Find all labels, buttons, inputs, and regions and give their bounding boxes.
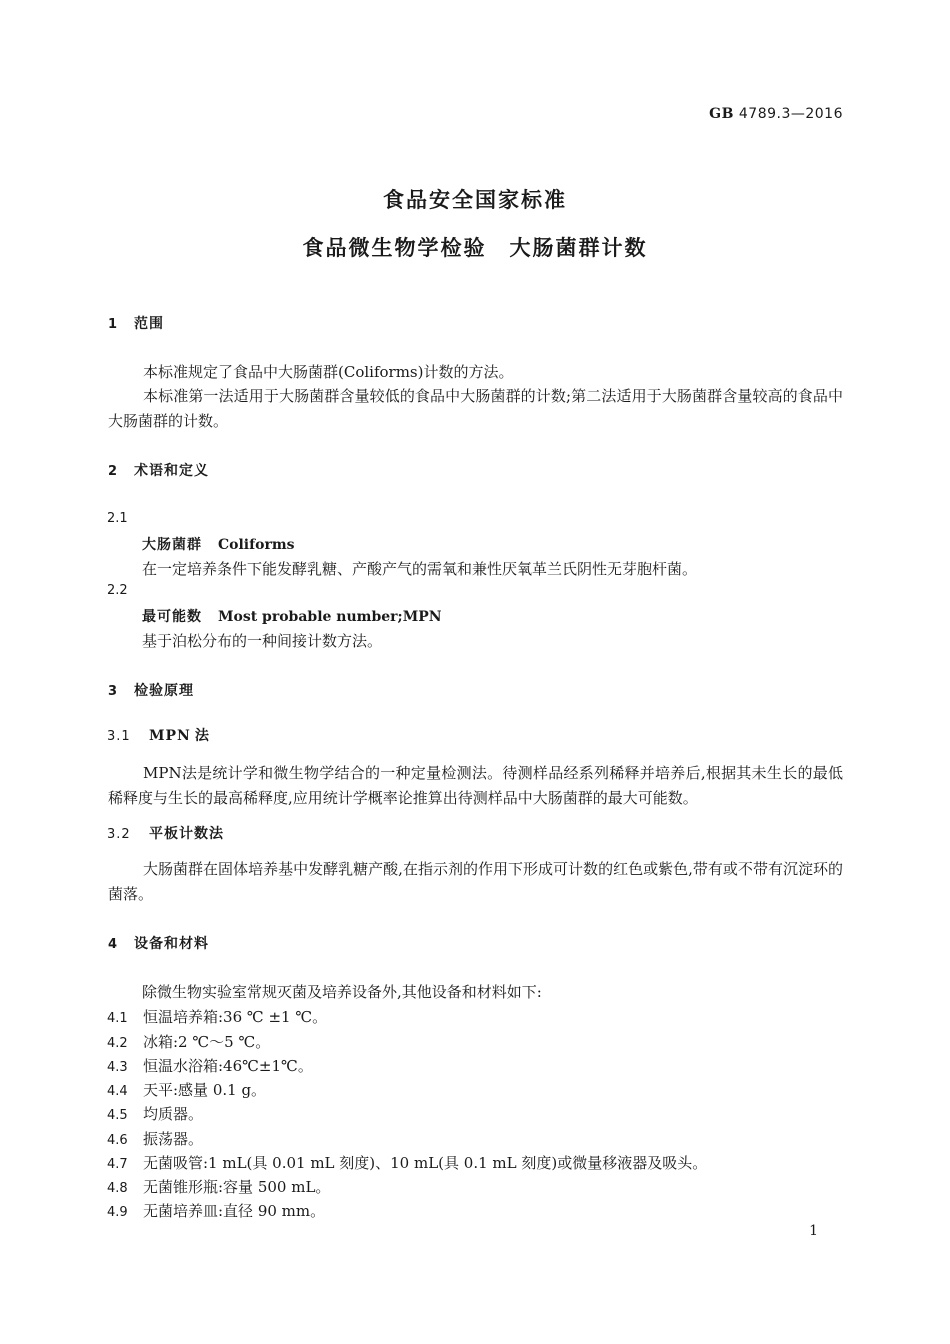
item-number: 4.4 (107, 1084, 128, 1099)
list-item (107, 1031, 270, 1052)
subsection-number: 3.1 (107, 729, 131, 744)
item-number: 4.1 (107, 1011, 128, 1026)
paragraph: 本标准规定了食品中大肠菌群(Coliforms)计数的方法。 (143, 363, 514, 381)
item-text: 冰箱:2 ℃～5 ℃。 (143, 1033, 271, 1051)
term-chinese: 大肠菌群 (142, 537, 202, 553)
list-item (107, 1152, 707, 1173)
item-text: 均质器。 (143, 1105, 204, 1123)
section-3-heading (108, 680, 194, 700)
section-title: 术语和定义 (134, 463, 209, 479)
definition-term (142, 606, 442, 626)
page-number: 1 (809, 1223, 818, 1239)
item-text: 恒温培养箱:36 ℃ ±1 ℃。 (143, 1008, 328, 1026)
definition-text: 基于泊松分布的一种间接计数方法。 (142, 632, 383, 650)
subsection-title-en: MPN (149, 728, 191, 744)
subsection-title: 平板计数法 (149, 826, 224, 842)
definition-number: 2.1 (107, 511, 128, 526)
list-item (107, 1200, 325, 1221)
document-title: 食品安全国家标准 (383, 188, 567, 212)
section-2-heading (108, 460, 209, 480)
section-title: 设备和材料 (134, 936, 209, 952)
subsection-3-1-heading (107, 725, 210, 745)
definition-text: 在一定培养条件下能发酵乳糖、产酸产气的需氧和兼性厌氧革兰氏阴性无芽胞杆菌。 (142, 560, 698, 578)
definition-number: 2.2 (107, 583, 128, 598)
item-number: 4.9 (107, 1205, 128, 1220)
section-4-heading (108, 933, 209, 953)
document-subtitle: 食品微生物学检验 大肠菌群计数 (302, 236, 648, 260)
paragraph: 本标准第一法适用于大肠菌群含量较低的食品中大肠菌群的计数;第二法适用于大肠菌群含量较高的食品中大肠菌群的计数。 (108, 387, 843, 430)
section-number: 2 (108, 464, 119, 479)
item-number: 4.3 (107, 1060, 128, 1075)
item-text: 天平:感量 0.1 g。 (143, 1081, 267, 1099)
item-number: 4.2 (107, 1036, 128, 1051)
item-number: 4.8 (107, 1181, 128, 1196)
item-number: 4.5 (107, 1108, 128, 1123)
subsection-title-cn: 法 (194, 728, 210, 744)
section-1-heading (108, 313, 164, 333)
section-number: 3 (108, 684, 119, 699)
section-number: 4 (108, 937, 119, 952)
subsection-number: 3.2 (107, 827, 131, 842)
list-item (107, 1055, 313, 1076)
code-prefix: GB (709, 106, 734, 122)
item-number: 4.7 (107, 1157, 128, 1172)
item-text: 恒温水浴箱:46℃±1℃。 (143, 1057, 313, 1075)
term-english: Coliforms (218, 537, 295, 553)
document-code (709, 106, 843, 122)
section-title: 范围 (134, 316, 164, 332)
list-item (107, 1103, 203, 1124)
item-text: 振荡器。 (143, 1130, 204, 1148)
section-number: 1 (108, 317, 119, 332)
section-intro: 除微生物实验室常规灭菌及培养设备外,其他设备和材料如下: (142, 983, 542, 1001)
paragraph: 大肠菌群在固体培养基中发酵乳糖产酸,在指示剂的作用下形成可计数的红色或紫色,带有或不带有沉淀环的菌落。 (108, 860, 843, 903)
term-chinese: 最可能数 (142, 609, 202, 625)
paragraph: MPN法是统计学和微生物学结合的一种定量检测法。待测样品经系列稀释并培养后,根据其未生长的最低稀释度与生长的最高稀释度,应用统计学概率论推算出待测样品中大肠菌群的最大可能数。 (108, 764, 843, 807)
item-text: 无菌培养皿:直径 90 mm。 (143, 1202, 326, 1220)
item-number: 4.6 (107, 1133, 128, 1148)
section-title: 检验原理 (134, 683, 194, 699)
item-text: 无菌吸管:1 mL(具 0.01 mL 刻度)、10 mL(具 0.1 mL 刻度)或微量移液器及吸头。 (143, 1154, 708, 1172)
code-number: 4789.3—2016 (738, 106, 843, 122)
definition-term (142, 534, 295, 554)
list-item (107, 1128, 203, 1149)
list-item (107, 1006, 327, 1027)
subsection-3-2-heading (107, 823, 224, 843)
item-text: 无菌锥形瓶:容量 500 mL。 (143, 1178, 331, 1196)
term-english: Most probable number;MPN (218, 609, 442, 625)
list-item (107, 1176, 330, 1197)
list-item (107, 1079, 266, 1100)
